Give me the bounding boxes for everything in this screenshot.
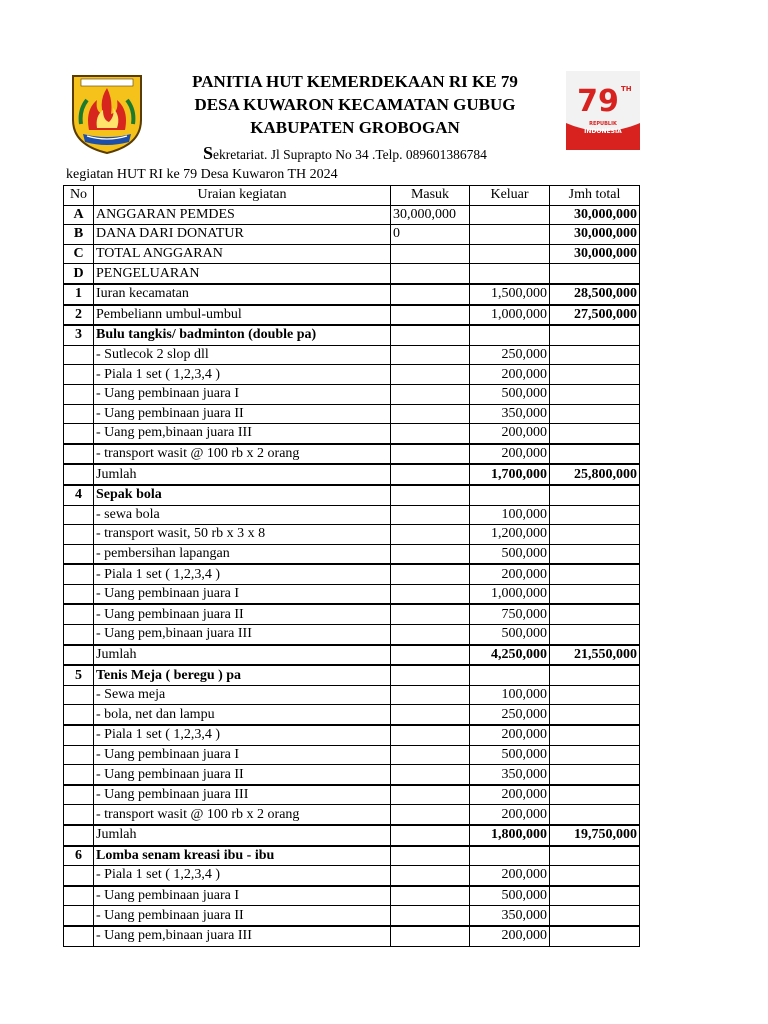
table-row xyxy=(64,225,640,245)
row-total xyxy=(550,685,640,705)
table-row xyxy=(64,345,640,365)
row-no xyxy=(64,765,94,785)
address-text: ekretariat. Jl Suprapto No 34 .Telp. 089601386784 xyxy=(213,147,487,162)
row-keluar: 200,000 xyxy=(470,365,550,385)
row-total xyxy=(550,866,640,886)
row-description: - pembersihan lapangan xyxy=(94,544,391,564)
row-no xyxy=(64,685,94,705)
row-keluar xyxy=(470,485,550,505)
row-description: PENGELUARAN xyxy=(94,264,391,284)
row-masuk xyxy=(391,544,470,564)
row-total xyxy=(550,424,640,444)
row-total: 25,800,000 xyxy=(550,464,640,485)
row-keluar xyxy=(470,205,550,225)
logo-number: 79 xyxy=(577,84,619,119)
row-total xyxy=(550,765,640,785)
row-masuk xyxy=(391,424,470,444)
row-masuk xyxy=(391,685,470,705)
header-no: No xyxy=(64,186,94,206)
row-description: Bulu tangkis/ badminton (double pa) xyxy=(94,325,391,345)
row-no xyxy=(64,424,94,444)
row-total xyxy=(550,625,640,645)
row-masuk xyxy=(391,305,470,326)
row-total xyxy=(550,665,640,685)
row-no xyxy=(64,464,94,485)
row-total xyxy=(550,264,640,284)
row-no: 4 xyxy=(64,485,94,505)
header-line-2: DESA KUWARON KECAMATAN GUBUG xyxy=(194,95,516,114)
row-keluar xyxy=(470,846,550,866)
table-row xyxy=(64,284,640,305)
row-keluar: 200,000 xyxy=(470,805,550,825)
table-row xyxy=(64,444,640,465)
table-row xyxy=(64,505,640,525)
row-keluar: 1,700,000 xyxy=(470,464,550,485)
logo-text-2: INDONESIA xyxy=(584,128,622,135)
row-keluar: 200,000 xyxy=(470,564,550,584)
row-description: - transport wasit @ 100 rb x 2 orang xyxy=(94,444,391,465)
row-keluar: 200,000 xyxy=(470,444,550,465)
row-keluar: 350,000 xyxy=(470,765,550,785)
row-description: TOTAL ANGGARAN xyxy=(94,244,391,264)
row-masuk xyxy=(391,665,470,685)
row-total xyxy=(550,745,640,765)
row-masuk xyxy=(391,745,470,765)
table-row xyxy=(64,685,640,705)
row-description: - Uang pem,binaan juara III xyxy=(94,926,391,946)
row-description: - Uang pembinaan juara I xyxy=(94,384,391,404)
row-keluar xyxy=(470,244,550,264)
row-description: Tenis Meja ( beregu ) pa xyxy=(94,665,391,685)
row-total: 19,750,000 xyxy=(550,825,640,846)
row-description: Lomba senam kreasi ibu - ibu xyxy=(94,846,391,866)
row-total xyxy=(550,404,640,424)
row-keluar: 350,000 xyxy=(470,404,550,424)
row-keluar: 200,000 xyxy=(470,926,550,946)
row-masuk xyxy=(391,325,470,345)
row-masuk xyxy=(391,886,470,906)
row-masuk xyxy=(391,505,470,525)
header-line-1: PANITIA HUT KEMERDEKAAN RI KE 79 xyxy=(192,72,518,91)
row-masuk xyxy=(391,244,470,264)
row-description: - transport wasit @ 100 rb x 2 orang xyxy=(94,805,391,825)
row-masuk xyxy=(391,625,470,645)
row-masuk xyxy=(391,846,470,866)
row-keluar xyxy=(470,665,550,685)
budget-table xyxy=(63,185,640,947)
row-description: - sewa bola xyxy=(94,505,391,525)
row-no xyxy=(64,544,94,564)
table-row xyxy=(64,705,640,725)
row-masuk xyxy=(391,485,470,505)
hut-ri-79-logo xyxy=(566,71,640,150)
row-total: 30,000,000 xyxy=(550,225,640,245)
row-masuk xyxy=(391,825,470,846)
row-keluar: 750,000 xyxy=(470,604,550,624)
row-no xyxy=(64,725,94,745)
row-total xyxy=(550,505,640,525)
row-description: - Uang pembinaan juara III xyxy=(94,785,391,805)
row-masuk xyxy=(391,284,470,305)
row-masuk xyxy=(391,604,470,624)
row-no xyxy=(64,866,94,886)
row-masuk xyxy=(391,464,470,485)
row-no xyxy=(64,584,94,604)
row-total xyxy=(550,705,640,725)
row-keluar: 200,000 xyxy=(470,866,550,886)
row-keluar: 1,200,000 xyxy=(470,525,550,545)
row-no xyxy=(64,906,94,926)
row-total xyxy=(550,384,640,404)
row-description: Iuran kecamatan xyxy=(94,284,391,305)
secretariat-address xyxy=(203,143,487,165)
row-no xyxy=(64,384,94,404)
row-description: ANGGARAN PEMDES xyxy=(94,205,391,225)
table-row xyxy=(64,525,640,545)
row-keluar: 500,000 xyxy=(470,886,550,906)
table-row xyxy=(64,745,640,765)
table-row xyxy=(64,725,640,745)
table-row xyxy=(64,785,640,805)
logo-sup: TH xyxy=(621,85,632,93)
row-keluar xyxy=(470,325,550,345)
row-no: B xyxy=(64,225,94,245)
row-total xyxy=(550,365,640,385)
grobogan-emblem-logo xyxy=(67,70,147,155)
row-masuk xyxy=(391,365,470,385)
table-row xyxy=(64,866,640,886)
row-no xyxy=(64,785,94,805)
table-row xyxy=(64,665,640,685)
header-uraian: Uraian kegiatan xyxy=(94,186,391,206)
row-keluar: 500,000 xyxy=(470,544,550,564)
row-no xyxy=(64,444,94,465)
row-description: - transport wasit, 50 rb x 3 x 8 xyxy=(94,525,391,545)
row-no xyxy=(64,564,94,584)
row-total xyxy=(550,846,640,866)
row-no xyxy=(64,505,94,525)
row-description: DANA DARI DONATUR xyxy=(94,225,391,245)
address-initial: S xyxy=(203,143,214,163)
row-description: - Uang pem,binaan juara III xyxy=(94,424,391,444)
row-masuk xyxy=(391,444,470,465)
row-description: - Uang pembinaan juara I xyxy=(94,584,391,604)
row-description: - Uang pembinaan juara II xyxy=(94,404,391,424)
row-no xyxy=(64,705,94,725)
table-row xyxy=(64,544,640,564)
table-row xyxy=(64,906,640,926)
header-masuk: Masuk xyxy=(391,186,470,206)
row-description: - bola, net dan lampu xyxy=(94,705,391,725)
row-no xyxy=(64,745,94,765)
row-total xyxy=(550,564,640,584)
row-no xyxy=(64,825,94,846)
row-no xyxy=(64,625,94,645)
row-masuk xyxy=(391,765,470,785)
row-no: 6 xyxy=(64,846,94,866)
row-no: 5 xyxy=(64,665,94,685)
table-row xyxy=(64,244,640,264)
row-masuk xyxy=(391,866,470,886)
row-total xyxy=(550,805,640,825)
row-description: Pembeliann umbul-umbul xyxy=(94,305,391,326)
table-row xyxy=(64,404,640,424)
row-masuk xyxy=(391,926,470,946)
row-keluar: 100,000 xyxy=(470,505,550,525)
table-row xyxy=(64,805,640,825)
document-subtitle: kegiatan HUT RI ke 79 Desa Kuwaron TH 2024 xyxy=(66,167,338,182)
table-row xyxy=(64,485,640,505)
row-total xyxy=(550,604,640,624)
row-total: 30,000,000 xyxy=(550,205,640,225)
row-description: - Piala 1 set ( 1,2,3,4 ) xyxy=(94,725,391,745)
row-no: A xyxy=(64,205,94,225)
logo-text-1: REPUBLIK xyxy=(589,121,617,127)
table-row xyxy=(64,765,640,785)
row-total xyxy=(550,584,640,604)
row-masuk xyxy=(391,564,470,584)
row-description: - Uang pembinaan juara II xyxy=(94,906,391,926)
row-no xyxy=(64,365,94,385)
row-masuk xyxy=(391,645,470,666)
row-no xyxy=(64,345,94,365)
row-total xyxy=(550,886,640,906)
row-keluar xyxy=(470,264,550,284)
row-description: Jumlah xyxy=(94,645,391,666)
row-description: Jumlah xyxy=(94,825,391,846)
row-no: C xyxy=(64,244,94,264)
row-no xyxy=(64,805,94,825)
header-line-3: KABUPATEN GROBOGAN xyxy=(250,118,460,137)
table-body xyxy=(64,205,640,946)
row-masuk: 0 xyxy=(391,225,470,245)
row-total: 30,000,000 xyxy=(550,244,640,264)
row-description: - Uang pembinaan juara II xyxy=(94,604,391,624)
row-description: - Sewa meja xyxy=(94,685,391,705)
row-no: 1 xyxy=(64,284,94,305)
table-row xyxy=(64,564,640,584)
row-description: - Piala 1 set ( 1,2,3,4 ) xyxy=(94,866,391,886)
row-description: - Uang pembinaan juara II xyxy=(94,765,391,785)
row-keluar: 250,000 xyxy=(470,705,550,725)
row-masuk xyxy=(391,725,470,745)
row-masuk xyxy=(391,785,470,805)
row-keluar: 100,000 xyxy=(470,685,550,705)
table-row xyxy=(64,424,640,444)
table-row xyxy=(64,625,640,645)
table-row xyxy=(64,926,640,946)
row-total xyxy=(550,485,640,505)
row-description: - Piala 1 set ( 1,2,3,4 ) xyxy=(94,564,391,584)
row-keluar: 1,500,000 xyxy=(470,284,550,305)
row-total xyxy=(550,325,640,345)
table-row xyxy=(64,604,640,624)
row-masuk xyxy=(391,404,470,424)
row-keluar: 500,000 xyxy=(470,625,550,645)
row-description: - Sutlecok 2 slop dll xyxy=(94,345,391,365)
row-total xyxy=(550,444,640,465)
row-no: 3 xyxy=(64,325,94,345)
row-description: Jumlah xyxy=(94,464,391,485)
row-description: Sepak bola xyxy=(94,485,391,505)
table-row xyxy=(64,205,640,225)
row-total xyxy=(550,525,640,545)
row-keluar: 1,000,000 xyxy=(470,584,550,604)
table-row xyxy=(64,464,640,485)
row-masuk xyxy=(391,584,470,604)
row-no xyxy=(64,604,94,624)
row-total xyxy=(550,926,640,946)
row-no xyxy=(64,886,94,906)
row-masuk xyxy=(391,906,470,926)
row-no xyxy=(64,525,94,545)
table-header-row xyxy=(64,186,640,206)
row-no xyxy=(64,645,94,666)
row-description: - Uang pembinaan juara I xyxy=(94,886,391,906)
row-keluar: 500,000 xyxy=(470,384,550,404)
row-no: 2 xyxy=(64,305,94,326)
row-total xyxy=(550,906,640,926)
row-keluar: 200,000 xyxy=(470,785,550,805)
row-keluar: 200,000 xyxy=(470,725,550,745)
row-total xyxy=(550,544,640,564)
header-total: Jmh total xyxy=(550,186,640,206)
row-keluar: 1,800,000 xyxy=(470,825,550,846)
row-keluar xyxy=(470,225,550,245)
table-row xyxy=(64,584,640,604)
row-masuk xyxy=(391,805,470,825)
row-masuk xyxy=(391,525,470,545)
table-row xyxy=(64,264,640,284)
row-total xyxy=(550,725,640,745)
row-keluar: 200,000 xyxy=(470,424,550,444)
row-no: D xyxy=(64,264,94,284)
row-total: 21,550,000 xyxy=(550,645,640,666)
row-keluar: 250,000 xyxy=(470,345,550,365)
row-keluar: 350,000 xyxy=(470,906,550,926)
table-row xyxy=(64,886,640,906)
table-row xyxy=(64,645,640,666)
row-no xyxy=(64,926,94,946)
table-row xyxy=(64,384,640,404)
table-row xyxy=(64,365,640,385)
row-description: - Uang pem,binaan juara III xyxy=(94,625,391,645)
row-keluar: 1,000,000 xyxy=(470,305,550,326)
row-description: - Uang pembinaan juara I xyxy=(94,745,391,765)
row-total xyxy=(550,345,640,365)
row-masuk xyxy=(391,384,470,404)
header-keluar: Keluar xyxy=(470,186,550,206)
row-total: 28,500,000 xyxy=(550,284,640,305)
row-masuk xyxy=(391,264,470,284)
table-row xyxy=(64,846,640,866)
row-no xyxy=(64,404,94,424)
row-keluar: 4,250,000 xyxy=(470,645,550,666)
row-total xyxy=(550,785,640,805)
row-description: - Piala 1 set ( 1,2,3,4 ) xyxy=(94,365,391,385)
row-keluar: 500,000 xyxy=(470,745,550,765)
row-masuk xyxy=(391,705,470,725)
table-row xyxy=(64,325,640,345)
row-total: 27,500,000 xyxy=(550,305,640,326)
table-row xyxy=(64,305,640,326)
row-masuk: 30,000,000 xyxy=(391,205,470,225)
row-masuk xyxy=(391,345,470,365)
table-row xyxy=(64,825,640,846)
